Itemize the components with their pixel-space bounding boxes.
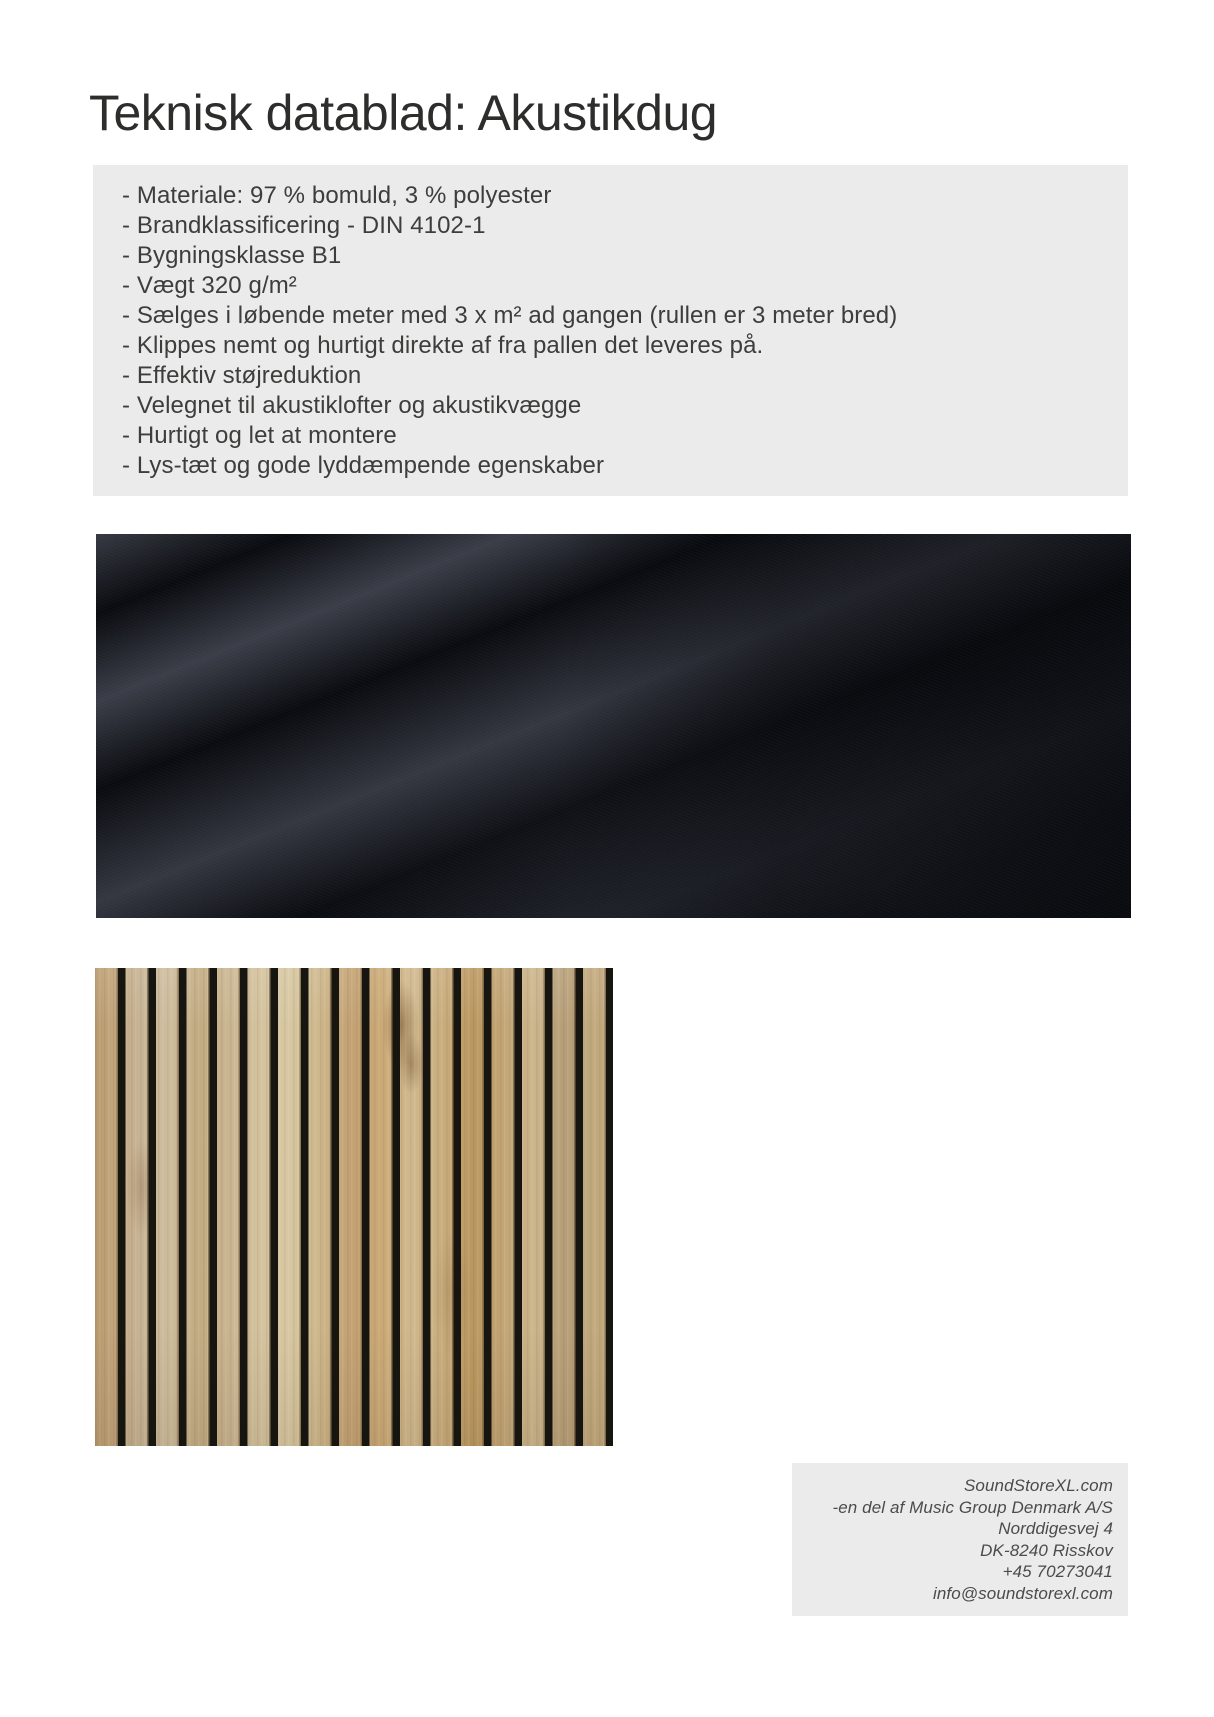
spec-item-building-class: - Bygningsklasse B1 xyxy=(122,242,342,269)
black-acoustic-fabric-photo xyxy=(96,534,1131,918)
spec-list xyxy=(122,181,1104,481)
specs-box xyxy=(93,165,1128,496)
spec-item-suitable-surfaces: - Velegnet til akustiklofter og akustikvægge xyxy=(122,392,582,419)
spec-item-weight: - Vægt 320 g/m² xyxy=(122,272,297,299)
footer-street-address: Norddigesvej 4 xyxy=(998,1519,1113,1538)
footer-email: info@soundstorexl.com xyxy=(933,1583,1113,1603)
spec-item-easy-mounting: - Hurtigt og let at montere xyxy=(122,422,397,449)
footer-contact-box xyxy=(792,1463,1128,1616)
spec-item-light-proof: - Lys-tæt og gode lyddæmpende egenskaber xyxy=(122,452,605,479)
spec-item-sold-by-meter: - Sælges i løbende meter med 3 x m² ad gangen (rullen er 3 meter bred) xyxy=(122,302,898,329)
footer-group-line: -en del af Music Group Denmark A/S xyxy=(832,1497,1113,1517)
spec-item-material: - Materiale: 97 % bomuld, 3 % polyester xyxy=(122,182,552,209)
spec-item-noise-reduction: - Effektiv støjreduktion xyxy=(122,362,362,389)
footer-company-name: SoundStoreXL.com xyxy=(963,1476,1113,1495)
wood-slat-panel-photo xyxy=(95,968,613,1446)
footer-phone: +45 70273041 xyxy=(1002,1562,1113,1581)
page-title: Teknisk datablad: Akustikdug xyxy=(89,85,718,141)
spec-item-easy-cutting: - Klippes nemt og hurtigt direkte af fra pallen det leveres på. xyxy=(122,332,764,359)
spec-item-fire-classification: - Brandklassificering - DIN 4102-1 xyxy=(122,212,486,239)
footer-city: DK-8240 Risskov xyxy=(980,1540,1113,1560)
